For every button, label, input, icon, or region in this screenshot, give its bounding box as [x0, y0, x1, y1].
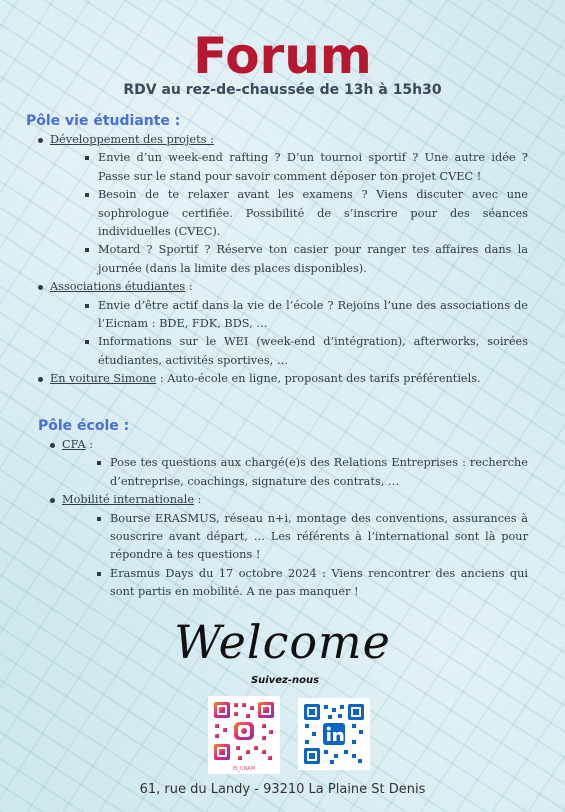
subitem-sophrologue: Besoin de te relaxer avant les examens ? Viens discuter avec une sophrologue certifiée. Possibilité de s’inscrire pour des séances individuelles (CVEC). — [98, 186, 528, 241]
item-suffix: : — [194, 493, 202, 507]
section-title-ecole: Pôle école : — [38, 418, 130, 434]
follow-us-label: Suivez-nous — [250, 675, 320, 686]
subitem-erasmus-days: Erasmus Days du 17 octobre 2024 : Viens rencontrer des anciens qui sont partis en mobilité. A ne pas manquer ! — [110, 565, 528, 602]
item-label: Mobilité internationale — [62, 493, 195, 507]
welcome-script: Welcome — [174, 615, 391, 669]
address: 61, rue du Landy - 93210 La Plaine St Denis — [139, 782, 426, 797]
subitem-rafting: Envie d’un week-end rafting ? D’un tournoi sportif ? Une autre idée ? Passe sur le stand pour savoir comment déposer ton projet CVEC ! — [98, 149, 528, 186]
section-vie-etudiante — [50, 131, 528, 389]
section-ecole — [62, 436, 528, 602]
item-label: Associations étudiantes — [50, 280, 186, 294]
list-item-developpement — [50, 131, 528, 278]
instagram-handle-label: EI_CNAM — [232, 766, 256, 772]
list-item-associations — [50, 278, 528, 370]
section-title-vie-etudiante: Pôle vie étudiante : — [26, 113, 181, 129]
qr-pattern-icon — [212, 700, 276, 762]
subitem-associations: Envie d’être actif dans la vie de l’école ? Rejoins l’une des associations de l’Eicnam : BDE, FDK, BDS, … — [98, 297, 528, 334]
subitem-erasmus: Bourse ERASMUS, réseau n+i, montage des conventions, assurances à souscrire avant départ, … Les référents à l’international sont là pour répondre à tes questions ! — [110, 510, 528, 565]
linkedin-qr-code[interactable] — [298, 698, 370, 770]
item-suffix: : Auto-école en ligne, proposant des tarifs préférentiels. — [156, 372, 481, 386]
subitem-relations-entreprises: Pose tes questions aux chargé(e)s des Relations Entreprises : recherche d’entreprise, coachings, signature des contrats, … — [110, 454, 528, 491]
item-suffix: : — [85, 438, 94, 451]
item-label: En voiture Simone — [50, 372, 157, 386]
item-label: Développement des projets : — [50, 133, 214, 146]
page-subtitle: RDV au rez-de-chaussée de 13h à 15h30 — [123, 82, 442, 98]
list-item-mobilite — [62, 491, 528, 601]
item-label: CFA — [62, 438, 86, 451]
subitem-wei: Informations sur le WEI (week-end d’intégration), afterworks, soirées étudiantes, activités sportives, … — [98, 333, 528, 370]
page-title: Forum — [193, 27, 372, 85]
instagram-qr-code[interactable] — [208, 696, 280, 774]
list-item-cfa — [62, 436, 528, 491]
item-suffix: : — [185, 280, 193, 294]
list-item-voiture-simone — [50, 370, 528, 388]
subitem-casier: Motard ? Sportif ? Réserve ton casier pour ranger tes affaires dans la journée (dans la limite des places disponibles). — [98, 241, 528, 278]
qr-pattern-icon — [302, 702, 366, 766]
